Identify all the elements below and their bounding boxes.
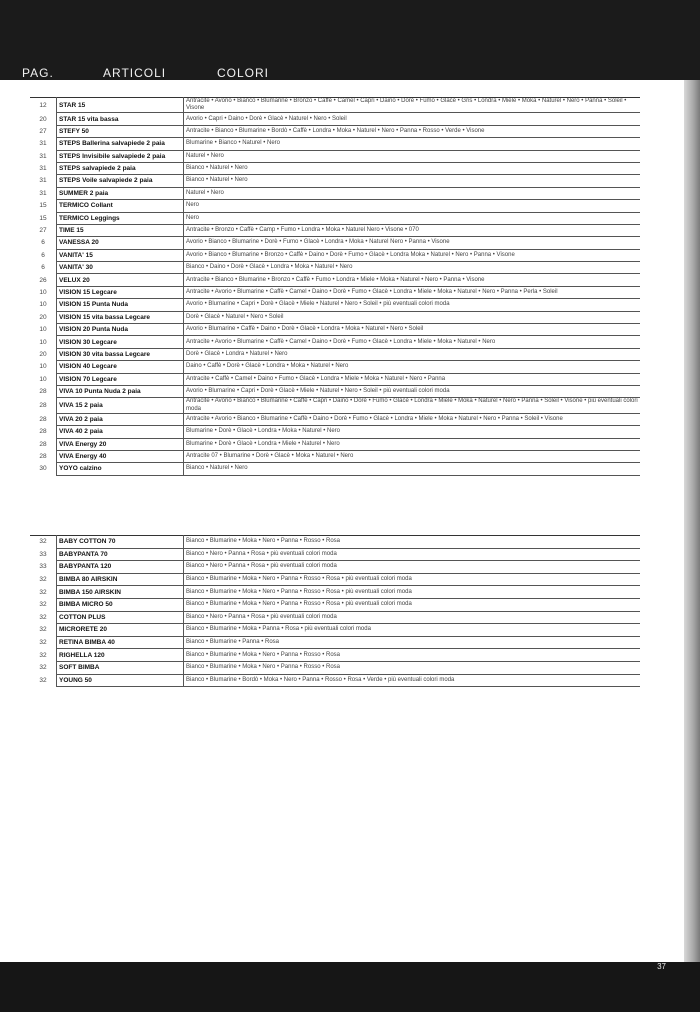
table-row bbox=[30, 212, 640, 224]
row-page-number: 10 bbox=[39, 375, 47, 383]
articles-table-kids bbox=[30, 535, 640, 687]
row-page-number: 31 bbox=[39, 140, 47, 148]
row-article-name: BIMBA 150 AIRSKIN bbox=[57, 586, 184, 599]
row-article-name: STEPS Voile salvapiede 2 paia bbox=[57, 175, 184, 187]
table-row bbox=[30, 373, 640, 385]
row-page-number: 10 bbox=[39, 363, 47, 371]
table-row bbox=[30, 125, 640, 137]
table-row bbox=[30, 426, 640, 438]
row-colors: Bianco • Blumarine • Panna • Rosa bbox=[184, 636, 641, 649]
row-page-number: 28 bbox=[39, 388, 47, 396]
row-article-name: YOUNG 50 bbox=[57, 674, 184, 687]
row-colors: Bianco • Daino • Dorè • Glacè • Londra • Moka • Naturel • Nero bbox=[184, 262, 641, 274]
row-colors: Naturel • Nero bbox=[184, 187, 641, 199]
table-row bbox=[30, 324, 640, 336]
row-colors: Bianco • Blumarine • Moka • Nero • Panna • Rosso • Rosa • più eventuali colori moda bbox=[184, 573, 641, 586]
row-article-name: BIMBA MICRO 50 bbox=[57, 598, 184, 611]
table-row bbox=[30, 299, 640, 311]
row-colors: Antracite • Avorio • Bianco • Blumarine • Caffè • Capri • Daino • Dorè • Fumo • Glacè • Londra • Miele • Moka • Naturel • Nero • Panna • Soleil • Visone • più eventuali colori moda bbox=[184, 398, 641, 413]
row-colors: Antracite • Bronzo • Caffè • Camp • Fumo • Londra • Moka • Naturel Nero • Visone • 070 bbox=[184, 224, 641, 236]
row-page-number: 32 bbox=[39, 626, 47, 634]
row-colors: Bianco • Naturel • Nero bbox=[184, 175, 641, 187]
row-colors: Bianco • Naturel • Nero bbox=[184, 162, 641, 174]
row-article-name: VISION 30 vita bassa Legcare bbox=[57, 348, 184, 360]
table-row bbox=[30, 573, 640, 586]
page-edge bbox=[684, 80, 700, 962]
row-colors: Blumarine • Bianco • Naturel • Nero bbox=[184, 138, 641, 150]
row-article-name: VISION 15 Legcare bbox=[57, 286, 184, 298]
row-article-name: BABY COTTON 70 bbox=[57, 536, 184, 549]
table-row bbox=[30, 175, 640, 187]
table-row bbox=[30, 150, 640, 162]
row-colors: Dorè • Glacè • Naturel • Nero • Soleil bbox=[184, 311, 641, 323]
row-colors: Avorio • Blumarine • Capri • Dorè • Glacè • Miele • Naturel • Nero • Soleil • più eventuali colori moda bbox=[184, 299, 641, 311]
table-row bbox=[30, 262, 640, 274]
row-article-name: SUMMER 2 paia bbox=[57, 187, 184, 199]
row-article-name: VIVA 40 2 paia bbox=[57, 426, 184, 438]
row-article-name: RIGHELLA 120 bbox=[57, 649, 184, 662]
row-page-number: 6 bbox=[41, 264, 45, 272]
table-row bbox=[30, 561, 640, 574]
row-colors: Naturel • Nero bbox=[184, 150, 641, 162]
column-header-pag: PAG. bbox=[22, 66, 54, 80]
row-article-name: STEPS Ballerina salvapiede 2 paia bbox=[57, 138, 184, 150]
row-page-number: 32 bbox=[39, 601, 47, 609]
row-colors: Avorio • Bianco • Blumarine • Bronzo • Caffè • Daino • Dorè • Fumo • Glacè • Londra Moka • Naturel • Nero • Panna • Visone bbox=[184, 249, 641, 261]
row-page-number: 27 bbox=[39, 227, 47, 235]
table-row bbox=[30, 113, 640, 125]
row-page-number: 28 bbox=[39, 401, 47, 409]
table-row bbox=[30, 598, 640, 611]
row-colors: Bianco • Blumarine • Moka • Nero • Panna • Rosso • Rosa • più eventuali colori moda bbox=[184, 586, 641, 599]
row-article-name: VANITA' 15 bbox=[57, 249, 184, 261]
row-article-name: BIMBA 80 AIRSKIN bbox=[57, 573, 184, 586]
row-article-name: VIVA 10 Punta Nuda 2 paia bbox=[57, 386, 184, 398]
row-colors: Nero bbox=[184, 212, 641, 224]
row-article-name: RETINA BIMBA 40 bbox=[57, 636, 184, 649]
row-colors: Antracite • Bianco • Blumarine • Bordò • Caffè • Londra • Moka • Naturel • Nero • Panna • Rosso • Verde • Visone bbox=[184, 125, 641, 137]
table-row bbox=[30, 636, 640, 649]
articles-table-adult bbox=[30, 97, 640, 476]
footer-bar bbox=[0, 962, 700, 1012]
table-row bbox=[30, 311, 640, 323]
row-article-name: VISION 15 vita bassa Legcare bbox=[57, 311, 184, 323]
table-row bbox=[30, 438, 640, 450]
row-page-number: 6 bbox=[41, 239, 45, 247]
row-article-name: VANESSA 20 bbox=[57, 237, 184, 249]
row-page-number: 32 bbox=[39, 676, 47, 684]
table-row bbox=[30, 274, 640, 286]
row-page-number: 31 bbox=[39, 152, 47, 160]
row-colors: Dorè • Glacè • Londra • Naturel • Nero bbox=[184, 348, 641, 360]
row-article-name: STAR 15 bbox=[57, 98, 184, 113]
table-row bbox=[30, 249, 640, 261]
row-article-name: STEPS salvapiede 2 paia bbox=[57, 162, 184, 174]
row-article-name: TIME 15 bbox=[57, 224, 184, 236]
row-article-name: STEPS Invisibile salvapiede 2 paia bbox=[57, 150, 184, 162]
table-row bbox=[30, 450, 640, 462]
table-row bbox=[30, 413, 640, 425]
row-page-number: 10 bbox=[39, 326, 47, 334]
column-header-articoli: ARTICOLI bbox=[103, 66, 167, 80]
row-colors: Bianco • Blumarine • Moka • Nero • Panna • Rosso • Rosa bbox=[184, 536, 641, 549]
row-colors: Antracite • Bianco • Blumarine • Bronzo • Caffè • Fumo • Londra • Miele • Moka • Naturel • Nero • Panna • Visone bbox=[184, 274, 641, 286]
row-article-name: VISION 30 Legcare bbox=[57, 336, 184, 348]
row-colors: Bianco • Blumarine • Moka • Nero • Panna • Rosso • Rosa bbox=[184, 649, 641, 662]
table-row bbox=[30, 611, 640, 624]
row-colors: Avorio • Blumarine • Capri • Dorè • Glacè • Miele • Naturel • Nero • Soleil • più eventuali colori moda bbox=[184, 386, 641, 398]
table-row bbox=[30, 200, 640, 212]
table-row bbox=[30, 348, 640, 360]
row-page-number: 32 bbox=[39, 588, 47, 596]
row-page-number: 32 bbox=[39, 638, 47, 646]
row-page-number: 20 bbox=[39, 350, 47, 358]
row-page-number: 20 bbox=[39, 115, 47, 123]
row-page-number: 33 bbox=[39, 563, 47, 571]
row-article-name: STAR 15 vita bassa bbox=[57, 113, 184, 125]
row-page-number: 20 bbox=[39, 313, 47, 321]
table-row bbox=[30, 98, 640, 113]
row-page-number: 33 bbox=[39, 550, 47, 558]
row-page-number: 15 bbox=[39, 214, 47, 222]
row-colors: Antracite 07 • Blumarine • Dorè • Glacè • Moka • Naturel • Nero bbox=[184, 450, 641, 462]
table-row bbox=[30, 237, 640, 249]
row-colors: Avorio • Bianco • Blumarine • Dorè • Fumo • Glacè • Londra • Moka • Naturel Nero • Panna • Visone bbox=[184, 237, 641, 249]
row-article-name: VIVA Energy 20 bbox=[57, 438, 184, 450]
row-article-name: VISION 40 Legcare bbox=[57, 361, 184, 373]
row-page-number: 30 bbox=[39, 465, 47, 473]
row-page-number: 10 bbox=[39, 301, 47, 309]
table-row bbox=[30, 649, 640, 662]
table-row bbox=[30, 661, 640, 674]
row-article-name: BABYPANTA 70 bbox=[57, 548, 184, 561]
row-article-name: MICRORETE 20 bbox=[57, 624, 184, 637]
table-row bbox=[30, 224, 640, 236]
row-article-name: VISION 15 Punta Nuda bbox=[57, 299, 184, 311]
row-page-number: 28 bbox=[39, 415, 47, 423]
row-colors: Antracite • Avorio • Bianco • Blumarine • Caffè • Daino • Dorè • Fumo • Glacè • Londra • Miele • Moka • Naturel • Nero • Panna • Soleil • Visone bbox=[184, 413, 641, 425]
row-page-number: 32 bbox=[39, 575, 47, 583]
row-page-number: 27 bbox=[39, 127, 47, 135]
row-article-name: VISION 20 Punta Nuda bbox=[57, 324, 184, 336]
row-colors: Bianco • Blumarine • Moka • Nero • Panna • Rosso • Rosa bbox=[184, 661, 641, 674]
row-article-name: STEFY 50 bbox=[57, 125, 184, 137]
row-colors: Bianco • Blumarine • Moka • Nero • Panna • Rosso • Rosa • più eventuali colori moda bbox=[184, 598, 641, 611]
row-colors: Bianco • Blumarine • Moka • Panna • Rosa • più eventuali colori moda bbox=[184, 624, 641, 637]
table-row bbox=[30, 386, 640, 398]
row-article-name: TERMICO Leggings bbox=[57, 212, 184, 224]
table-row bbox=[30, 336, 640, 348]
row-page-number: 26 bbox=[39, 276, 47, 284]
row-article-name: VANITA' 30 bbox=[57, 262, 184, 274]
row-colors: Daino • Caffè • Dorè • Glacè • Londra • Moka • Naturel • Nero bbox=[184, 361, 641, 373]
row-colors: Bianco • Nero • Panna • Rosa • più eventuali colori moda bbox=[184, 611, 641, 624]
row-page-number: 31 bbox=[39, 189, 47, 197]
row-colors: Antracite • Avorio • Blumarine • Caffè • Camel • Daino • Dorè • Fumo • Glacè • Londra • Miele • Moka • Naturel • Nero bbox=[184, 336, 641, 348]
row-page-number: 15 bbox=[39, 202, 47, 210]
row-colors: Nero bbox=[184, 200, 641, 212]
row-page-number: 12 bbox=[39, 101, 47, 109]
row-colors: Antracite • Avorio • Bianco • Blumarine • Bronzo • Caffè • Camel • Capri • Daino • Dorè • Fumo • Glacè • Gris • Londra • Miele • Moka • Naturel • Nero • Panna • Soleil • Visone bbox=[184, 98, 641, 113]
column-header-colori: COLORI bbox=[217, 66, 270, 80]
table-row bbox=[30, 586, 640, 599]
row-page-number: 32 bbox=[39, 651, 47, 659]
row-article-name: SOFT BIMBA bbox=[57, 661, 184, 674]
table-row bbox=[30, 361, 640, 373]
row-colors: Bianco • Nero • Panna • Rosa • più eventuali colori moda bbox=[184, 561, 641, 574]
row-article-name: COTTON PLUS bbox=[57, 611, 184, 624]
row-colors: Bianco • Nero • Panna • Rosa • più eventuali colori moda bbox=[184, 548, 641, 561]
row-colors: Bianco • Blumarine • Bordò • Moka • Nero • Panna • Rosso • Rosa • Verde • più eventuali colori moda bbox=[184, 674, 641, 687]
row-page-number: 32 bbox=[39, 613, 47, 621]
table-row bbox=[30, 398, 640, 413]
table-row bbox=[30, 138, 640, 150]
row-page-number: 28 bbox=[39, 453, 47, 461]
row-page-number: 31 bbox=[39, 177, 47, 185]
row-colors: Avorio • Blumarine • Caffè • Daino • Dorè • Glacè • Londra • Moka • Naturel • Nero • Soleil bbox=[184, 324, 641, 336]
row-page-number: 32 bbox=[39, 664, 47, 672]
table-row bbox=[30, 463, 640, 475]
row-article-name: VIVA Energy 40 bbox=[57, 450, 184, 462]
table-row bbox=[30, 548, 640, 561]
table-row bbox=[30, 162, 640, 174]
page-number: 37 bbox=[657, 962, 666, 971]
row-page-number: 32 bbox=[39, 538, 47, 546]
row-article-name: VIVA 20 2 paia bbox=[57, 413, 184, 425]
row-article-name: BABYPANTA 120 bbox=[57, 561, 184, 574]
row-colors: Antracite • Avorio • Blumarine • Caffè • Camel • Daino • Dorè • Fumo • Glacè • Londra • Miele • Moka • Naturel • Nero • Panna • Perla • Soleil bbox=[184, 286, 641, 298]
table-row bbox=[30, 286, 640, 298]
row-page-number: 31 bbox=[39, 165, 47, 173]
row-colors: Blumarine • Dorè • Glacè • Londra • Moka • Naturel • Nero bbox=[184, 426, 641, 438]
row-article-name: YOYO calzino bbox=[57, 463, 184, 475]
table-row bbox=[30, 674, 640, 687]
row-article-name: VISION 70 Legcare bbox=[57, 373, 184, 385]
row-article-name: TERMICO Collant bbox=[57, 200, 184, 212]
row-page-number: 10 bbox=[39, 338, 47, 346]
row-page-number: 28 bbox=[39, 440, 47, 448]
row-page-number: 28 bbox=[39, 428, 47, 436]
table-row bbox=[30, 187, 640, 199]
row-colors: Antracite • Caffè • Camel • Daino • Fumo • Glacè • Londra • Miele • Moka • Naturel • Nero • Panna bbox=[184, 373, 641, 385]
table-row bbox=[30, 536, 640, 549]
row-article-name: VELUX 20 bbox=[57, 274, 184, 286]
row-article-name: VIVA 15 2 paia bbox=[57, 398, 184, 413]
row-colors: Avorio • Capri • Daino • Dorè • Glacè • Naturel • Nero • Soleil bbox=[184, 113, 641, 125]
row-page-number: 10 bbox=[39, 288, 47, 296]
row-colors: Blumarine • Dorè • Glacè • Londra • Miele • Naturel • Nero bbox=[184, 438, 641, 450]
row-page-number: 6 bbox=[41, 251, 45, 259]
table-row bbox=[30, 624, 640, 637]
row-colors: Bianco • Naturel • Nero bbox=[184, 463, 641, 475]
